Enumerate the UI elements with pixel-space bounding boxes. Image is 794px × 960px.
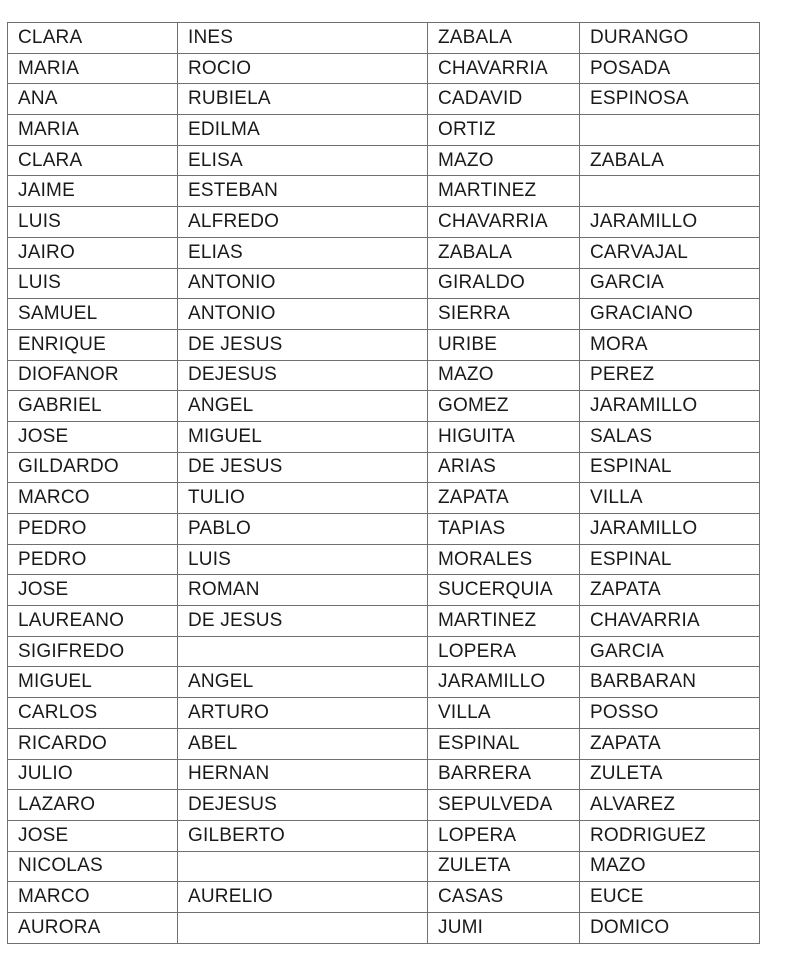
first-surname-cell: CHAVARRIA — [428, 207, 580, 238]
table-row — [8, 360, 760, 391]
middle-name-cell — [178, 912, 428, 943]
first-surname-cell: SEPULVEDA — [428, 790, 580, 821]
middle-name-cell: EDILMA — [178, 115, 428, 146]
middle-name-cell: ESTEBAN — [178, 176, 428, 207]
first-name-cell: JAIRO — [8, 237, 178, 268]
middle-name-cell: ARTURO — [178, 698, 428, 729]
table-row — [8, 84, 760, 115]
middle-name-cell: GILBERTO — [178, 820, 428, 851]
middle-name-cell: RUBIELA — [178, 84, 428, 115]
first-name-cell: CLARA — [8, 145, 178, 176]
second-surname-cell: EUCE — [580, 882, 760, 913]
first-surname-cell: ZAPATA — [428, 483, 580, 514]
middle-name-cell: ABEL — [178, 728, 428, 759]
second-surname-cell: RODRIGUEZ — [580, 820, 760, 851]
first-name-cell: AURORA — [8, 912, 178, 943]
second-surname-cell: DOMICO — [580, 912, 760, 943]
table-row — [8, 667, 760, 698]
first-surname-cell: GOMEZ — [428, 391, 580, 422]
first-name-cell: NICOLAS — [8, 851, 178, 882]
second-surname-cell: MORA — [580, 329, 760, 360]
middle-name-cell: LUIS — [178, 544, 428, 575]
table-row — [8, 452, 760, 483]
first-surname-cell: BARRERA — [428, 759, 580, 790]
middle-name-cell: ROCIO — [178, 53, 428, 84]
middle-name-cell: ANGEL — [178, 391, 428, 422]
second-surname-cell — [580, 176, 760, 207]
first-surname-cell: ORTIZ — [428, 115, 580, 146]
first-name-cell: LUIS — [8, 207, 178, 238]
first-surname-cell: CHAVARRIA — [428, 53, 580, 84]
first-surname-cell: JARAMILLO — [428, 667, 580, 698]
second-surname-cell: BARBARAN — [580, 667, 760, 698]
table-row — [8, 268, 760, 299]
middle-name-cell: ANGEL — [178, 667, 428, 698]
first-name-cell: SAMUEL — [8, 299, 178, 330]
middle-name-cell: DE JESUS — [178, 606, 428, 637]
names-table-body — [8, 23, 760, 944]
second-surname-cell: ESPINAL — [580, 544, 760, 575]
second-surname-cell: JARAMILLO — [580, 391, 760, 422]
second-surname-cell: SALAS — [580, 421, 760, 452]
middle-name-cell: ELISA — [178, 145, 428, 176]
middle-name-cell: ALFREDO — [178, 207, 428, 238]
second-surname-cell: CHAVARRIA — [580, 606, 760, 637]
first-name-cell: LAZARO — [8, 790, 178, 821]
second-surname-cell: GARCIA — [580, 636, 760, 667]
second-surname-cell — [580, 115, 760, 146]
first-surname-cell: SIERRA — [428, 299, 580, 330]
first-surname-cell: ZABALA — [428, 23, 580, 54]
second-surname-cell: GARCIA — [580, 268, 760, 299]
names-sheet — [7, 22, 759, 944]
first-name-cell: LAUREANO — [8, 606, 178, 637]
second-surname-cell: ZABALA — [580, 145, 760, 176]
first-name-cell: MARIA — [8, 115, 178, 146]
names-table — [7, 22, 760, 944]
table-row — [8, 636, 760, 667]
middle-name-cell: DE JESUS — [178, 452, 428, 483]
first-name-cell: DIOFANOR — [8, 360, 178, 391]
first-name-cell: LUIS — [8, 268, 178, 299]
first-surname-cell: MAZO — [428, 360, 580, 391]
middle-name-cell: ANTONIO — [178, 268, 428, 299]
first-name-cell: CARLOS — [8, 698, 178, 729]
middle-name-cell — [178, 851, 428, 882]
middle-name-cell: ROMAN — [178, 575, 428, 606]
first-surname-cell: MAZO — [428, 145, 580, 176]
table-row — [8, 790, 760, 821]
second-surname-cell: CARVAJAL — [580, 237, 760, 268]
first-name-cell: PEDRO — [8, 544, 178, 575]
first-name-cell: JOSE — [8, 421, 178, 452]
second-surname-cell: ZAPATA — [580, 728, 760, 759]
middle-name-cell: ANTONIO — [178, 299, 428, 330]
middle-name-cell: INES — [178, 23, 428, 54]
middle-name-cell: TULIO — [178, 483, 428, 514]
second-surname-cell: MAZO — [580, 851, 760, 882]
second-surname-cell: JARAMILLO — [580, 207, 760, 238]
second-surname-cell: POSADA — [580, 53, 760, 84]
first-name-cell: PEDRO — [8, 514, 178, 545]
first-name-cell: GABRIEL — [8, 391, 178, 422]
first-name-cell: MARCO — [8, 483, 178, 514]
second-surname-cell: JARAMILLO — [580, 514, 760, 545]
first-name-cell: JOSE — [8, 575, 178, 606]
table-row — [8, 882, 760, 913]
table-row — [8, 820, 760, 851]
first-surname-cell: VILLA — [428, 698, 580, 729]
table-row — [8, 115, 760, 146]
table-row — [8, 299, 760, 330]
middle-name-cell: DE JESUS — [178, 329, 428, 360]
first-name-cell: MIGUEL — [8, 667, 178, 698]
first-surname-cell: MARTINEZ — [428, 176, 580, 207]
middle-name-cell: MIGUEL — [178, 421, 428, 452]
first-surname-cell: MARTINEZ — [428, 606, 580, 637]
table-row — [8, 329, 760, 360]
table-row — [8, 912, 760, 943]
first-surname-cell: ARIAS — [428, 452, 580, 483]
second-surname-cell: ZAPATA — [580, 575, 760, 606]
table-row — [8, 391, 760, 422]
table-row — [8, 23, 760, 54]
table-row — [8, 176, 760, 207]
first-name-cell: GILDARDO — [8, 452, 178, 483]
table-row — [8, 514, 760, 545]
table-row — [8, 728, 760, 759]
second-surname-cell: ALVAREZ — [580, 790, 760, 821]
second-surname-cell: ZULETA — [580, 759, 760, 790]
first-name-cell: SIGIFREDO — [8, 636, 178, 667]
middle-name-cell: HERNAN — [178, 759, 428, 790]
table-row — [8, 53, 760, 84]
middle-name-cell — [178, 636, 428, 667]
first-surname-cell: ZULETA — [428, 851, 580, 882]
first-surname-cell: LOPERA — [428, 636, 580, 667]
first-name-cell: MARIA — [8, 53, 178, 84]
first-surname-cell: MORALES — [428, 544, 580, 575]
table-row — [8, 606, 760, 637]
first-name-cell: ENRIQUE — [8, 329, 178, 360]
table-row — [8, 237, 760, 268]
first-surname-cell: ZABALA — [428, 237, 580, 268]
second-surname-cell: GRACIANO — [580, 299, 760, 330]
first-surname-cell: URIBE — [428, 329, 580, 360]
first-surname-cell: ESPINAL — [428, 728, 580, 759]
middle-name-cell: PABLO — [178, 514, 428, 545]
table-row — [8, 483, 760, 514]
first-surname-cell: CADAVID — [428, 84, 580, 115]
first-surname-cell: TAPIAS — [428, 514, 580, 545]
table-row — [8, 207, 760, 238]
table-row — [8, 145, 760, 176]
table-row — [8, 851, 760, 882]
first-surname-cell: JUMI — [428, 912, 580, 943]
first-name-cell: CLARA — [8, 23, 178, 54]
first-name-cell: JAIME — [8, 176, 178, 207]
middle-name-cell: ELIAS — [178, 237, 428, 268]
middle-name-cell: DEJESUS — [178, 790, 428, 821]
first-surname-cell: SUCERQUIA — [428, 575, 580, 606]
second-surname-cell: VILLA — [580, 483, 760, 514]
first-name-cell: MARCO — [8, 882, 178, 913]
middle-name-cell: DEJESUS — [178, 360, 428, 391]
table-row — [8, 698, 760, 729]
first-surname-cell: CASAS — [428, 882, 580, 913]
second-surname-cell: PEREZ — [580, 360, 760, 391]
first-name-cell: RICARDO — [8, 728, 178, 759]
first-name-cell: JULIO — [8, 759, 178, 790]
first-name-cell: JOSE — [8, 820, 178, 851]
table-row — [8, 759, 760, 790]
middle-name-cell: AURELIO — [178, 882, 428, 913]
table-row — [8, 544, 760, 575]
first-name-cell: ANA — [8, 84, 178, 115]
second-surname-cell: ESPINOSA — [580, 84, 760, 115]
first-surname-cell: GIRALDO — [428, 268, 580, 299]
table-row — [8, 421, 760, 452]
second-surname-cell: ESPINAL — [580, 452, 760, 483]
first-surname-cell: HIGUITA — [428, 421, 580, 452]
first-surname-cell: LOPERA — [428, 820, 580, 851]
second-surname-cell: POSSO — [580, 698, 760, 729]
table-row — [8, 575, 760, 606]
second-surname-cell: DURANGO — [580, 23, 760, 54]
